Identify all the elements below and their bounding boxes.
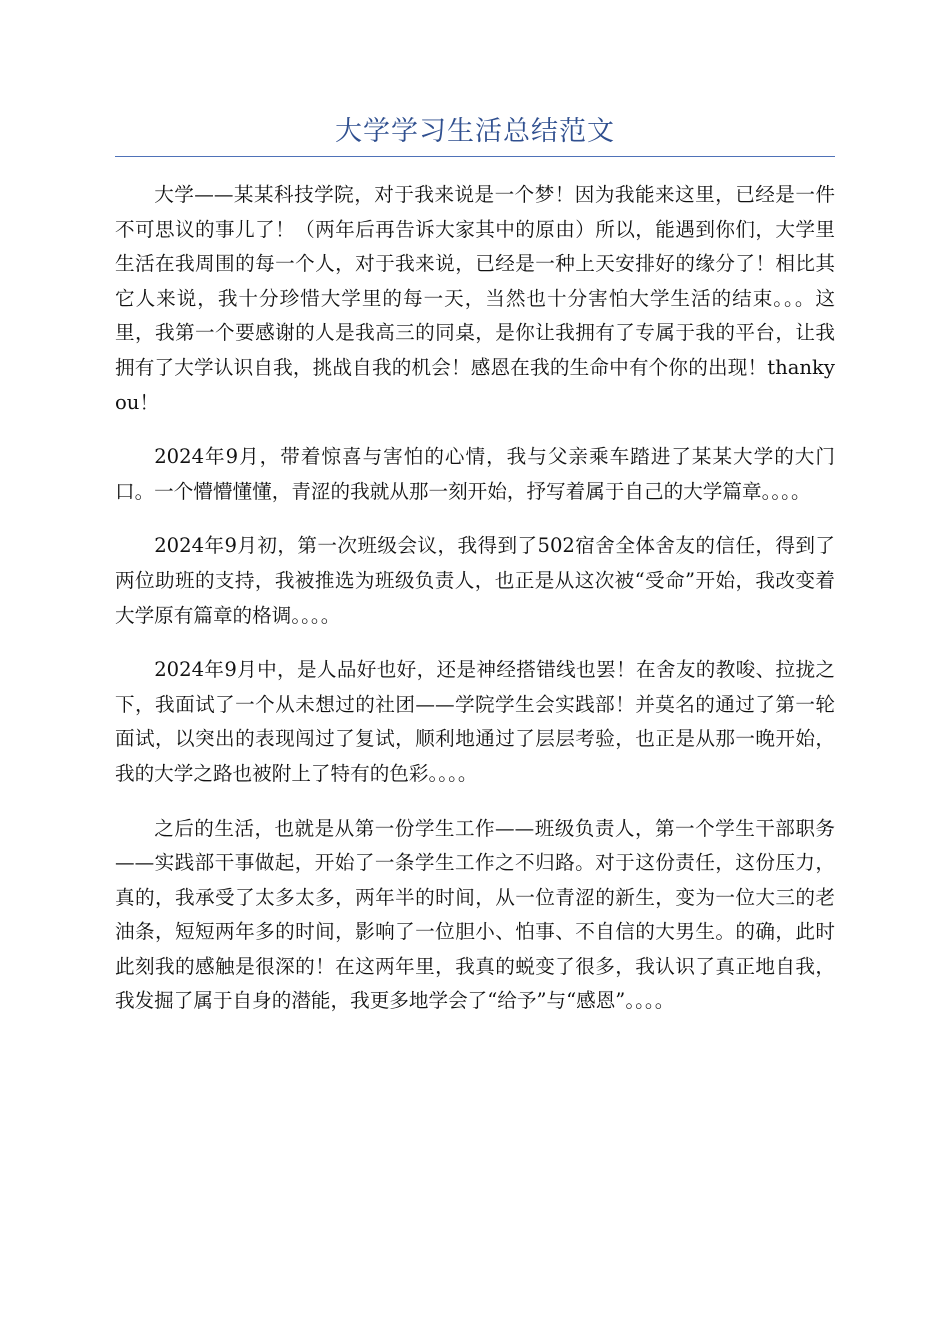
paragraph-1: 大学——某某科技学院，对于我来说是一个梦！因为我能来这里，已经是一件不可思议的事儿了！（两年后再告诉大家其中的原由）所以，能遇到你们，大学里生活在我周围的每一个人，对于我来说，已经是一种上天安排好的缘分了！相比其它人来说，我十分珍惜大学里的每一天，当然也十分害怕大学生活的结束。。。这里，我第一个要感谢的人是我高三的同桌，是你让我拥有了专属于我的平台，让我拥有了大学认识自我，挑战自我的机会！感恩在我的生命中有个你的出现！thankyou！ — [115, 183, 835, 414]
document-title: 大学学习生活总结范文 — [335, 116, 615, 147]
paragraph-3: 2024年9月初，第一次班级会议，我得到了502宿舍全体舍友的信任，得到了两位助班的支持，我被推选为班级负责人，也正是从这次被“受命”开始，我改变着大学原有篇章的格调。。。。 — [115, 534, 835, 627]
document-body — [115, 178, 835, 1039]
paragraph-2: 2024年9月，带着惊喜与害怕的心情，我与父亲乘车踏进了某某大学的大门口。一个懵懵懂懂，青涩的我就从那一刻开始，抒写着属于自己的大学篇章。。。。 — [115, 445, 835, 503]
paragraph-5: 之后的生活，也就是从第一份学生工作——班级负责人，第一个学生干部职务——实践部干事做起，开始了一条学生工作之不归路。对于这份责任，这份压力，真的，我承受了太多太多，两年半的时间，从一位青涩的新生，变为一位大三的老油条，短短两年多的时间，影响了一位胆小、怕事、不自信的大男生。的确，此时此刻我的感触是很深的！在这两年里，我真的蜕变了很多，我认识了真正地自我，我发掘了属于自身的潜能，我更多地学会了“给予”与“感恩”。。。。 — [115, 816, 835, 1013]
paragraph-4: 2024年9月中，是人品好也好，还是神经搭错线也罢！在舍友的教唆、拉拢之下，我面试了一个从未想过的社团——学院学生会实践部！并莫名的通过了第一轮面试，以突出的表现闯过了复试，顺利地通过了层层考验，也正是从那一晚开始，我的大学之路也被附上了特有的色彩。。。。 — [115, 658, 835, 785]
title-block — [115, 112, 835, 157]
